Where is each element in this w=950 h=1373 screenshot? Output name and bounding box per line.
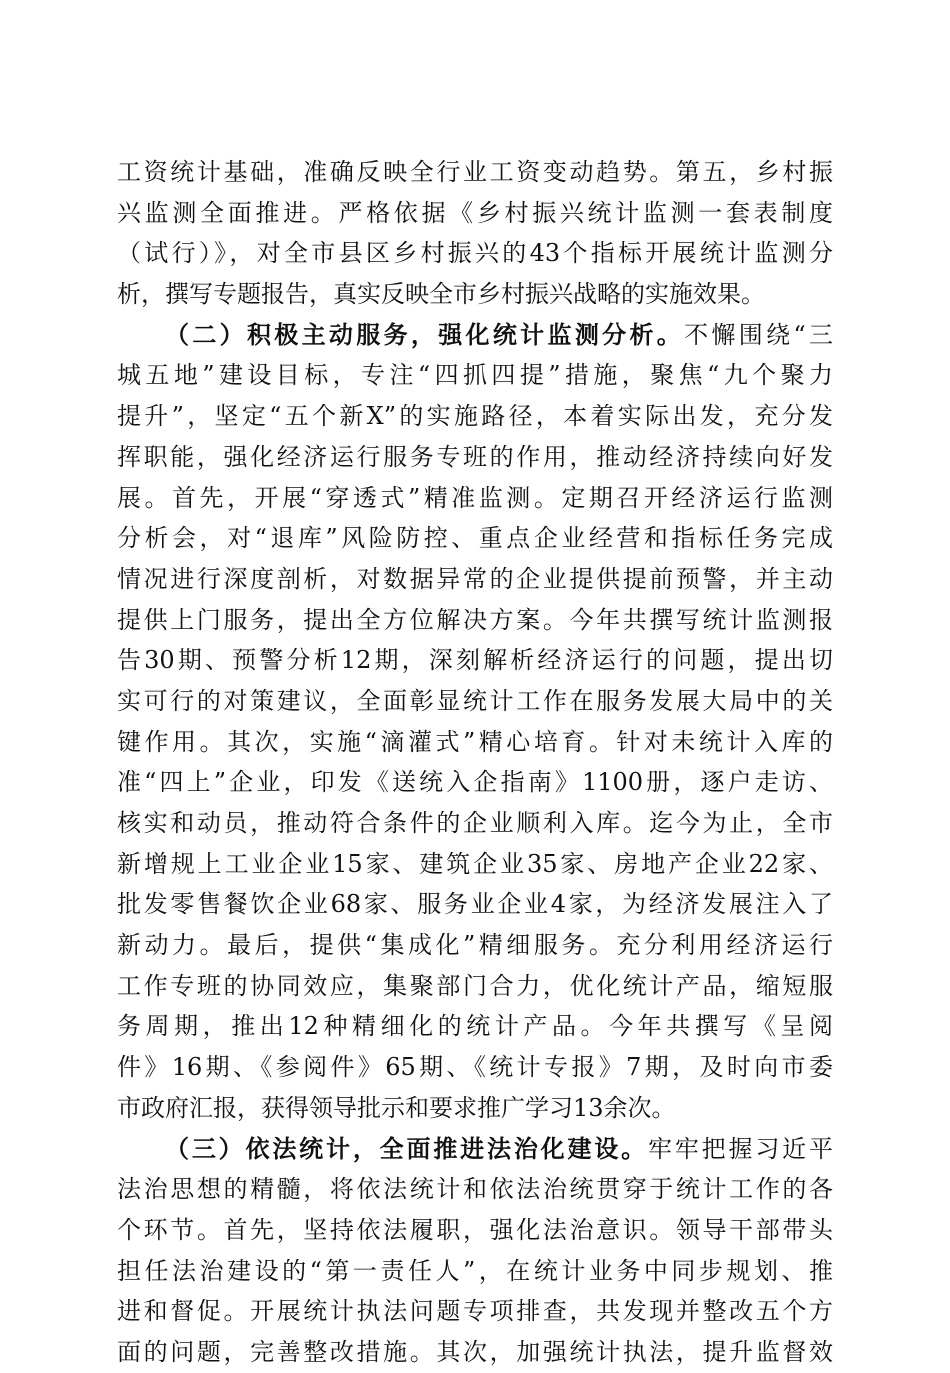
text-line: 法治思想的精髓，将依法统计和依法治统贯穿于统计工作的各: [117, 1175, 833, 1204]
heading-line-text: 不懈围绕“三: [684, 320, 833, 349]
text-line: 城五地”建设目标，专注“四抓四提”措施，聚焦“九个聚力: [117, 361, 833, 390]
text-line: 分析会，对“退库”风险防控、重点企业经营和指标任务完成: [117, 524, 833, 553]
text-line: （试行）》，对全市县区乡村振兴的43个指标开展统计监测分: [117, 239, 833, 268]
text-line: 面的问题，完善整改措施。其次，加强统计执法，提升监督效: [117, 1337, 833, 1366]
section-heading: （二）积极主动服务，强化统计监测分析。: [165, 319, 685, 349]
text-line: 进和督促。开展统计执法问题专项排查，共发现并整改五个方: [117, 1297, 833, 1326]
document-body: [117, 152, 833, 1373]
text-line: 市政府汇报，获得领导批示和要求推广学习13余次。: [117, 1093, 676, 1122]
text-line: 键作用。其次，实施“滴灌式”精心培育。针对未统计入库的: [117, 727, 833, 756]
heading-line-text: 牢牢把握习近平: [648, 1134, 833, 1163]
text-line: 核实和动员，推动符合条件的企业顺利入库。迄今为止，全市: [117, 809, 833, 837]
text-line: 展。首先，开展“穿透式”精准监测。定期召开经济运行监测: [117, 483, 833, 512]
text-line: 提升”，坚定“五个新X”的实施路径，本着实际出发，充分发: [117, 402, 833, 431]
section-heading-line: [117, 315, 833, 356]
text-line: 个环节。首先，坚持依法履职，强化法治意识。领导干部带头: [117, 1215, 833, 1244]
text-line: 工作专班的协同效应，集聚部门合力，优化统计产品，缩短服: [117, 971, 833, 1000]
text-line: 析，撰写专题报告，真实反映全市乡村振兴战略的实施效果。: [117, 280, 765, 309]
text-line: 挥职能，强化经济运行服务专班的作用，推动经济持续向好发: [117, 442, 833, 471]
text-line: 件》16期、《参阅件》65期、《统计专报》7期，及时向市委: [117, 1053, 833, 1082]
text-line: 新增规上工业企业15家、建筑企业35家、房地产企业22家、: [117, 849, 833, 878]
text-line: 告30期、预警分析12期，深刻解析经济运行的问题，提出切: [117, 646, 833, 675]
text-line: 实可行的对策建议，全面彰显统计工作在服务发展大局中的关: [117, 686, 833, 715]
section-heading-line: [117, 1129, 833, 1170]
section-heading: （三）依法统计，全面推进法治化建设。: [165, 1133, 648, 1163]
text-line: 务周期，推出12种精细化的统计产品。今年共撰写《呈阅: [117, 1012, 833, 1041]
text-line: 担任法治建设的“第一责任人”，在统计业务中同步规划、推: [117, 1256, 833, 1285]
text-line: 提供上门服务，提出全方位解决方案。今年共撰写统计监测报: [117, 605, 833, 634]
text-line: 兴监测全面推进。严格依据《乡村振兴统计监测一套表制度: [117, 198, 833, 227]
text-line: 新动力。最后，提供“集成化”精细服务。充分利用经济运行: [117, 931, 833, 960]
text-line: 批发零售餐饮企业68家、服务业企业4家，为经济发展注入了: [117, 890, 833, 919]
text-line: 准“四上”企业，印发《送统入企指南》1100册，逐户走访、: [117, 768, 833, 797]
text-line: 情况进行深度剖析，对数据异常的企业提供提前预警，并主动: [117, 564, 833, 593]
text-line: 工资统计基础，准确反映全行业工资变动趋势。第五，乡村振: [117, 158, 833, 186]
